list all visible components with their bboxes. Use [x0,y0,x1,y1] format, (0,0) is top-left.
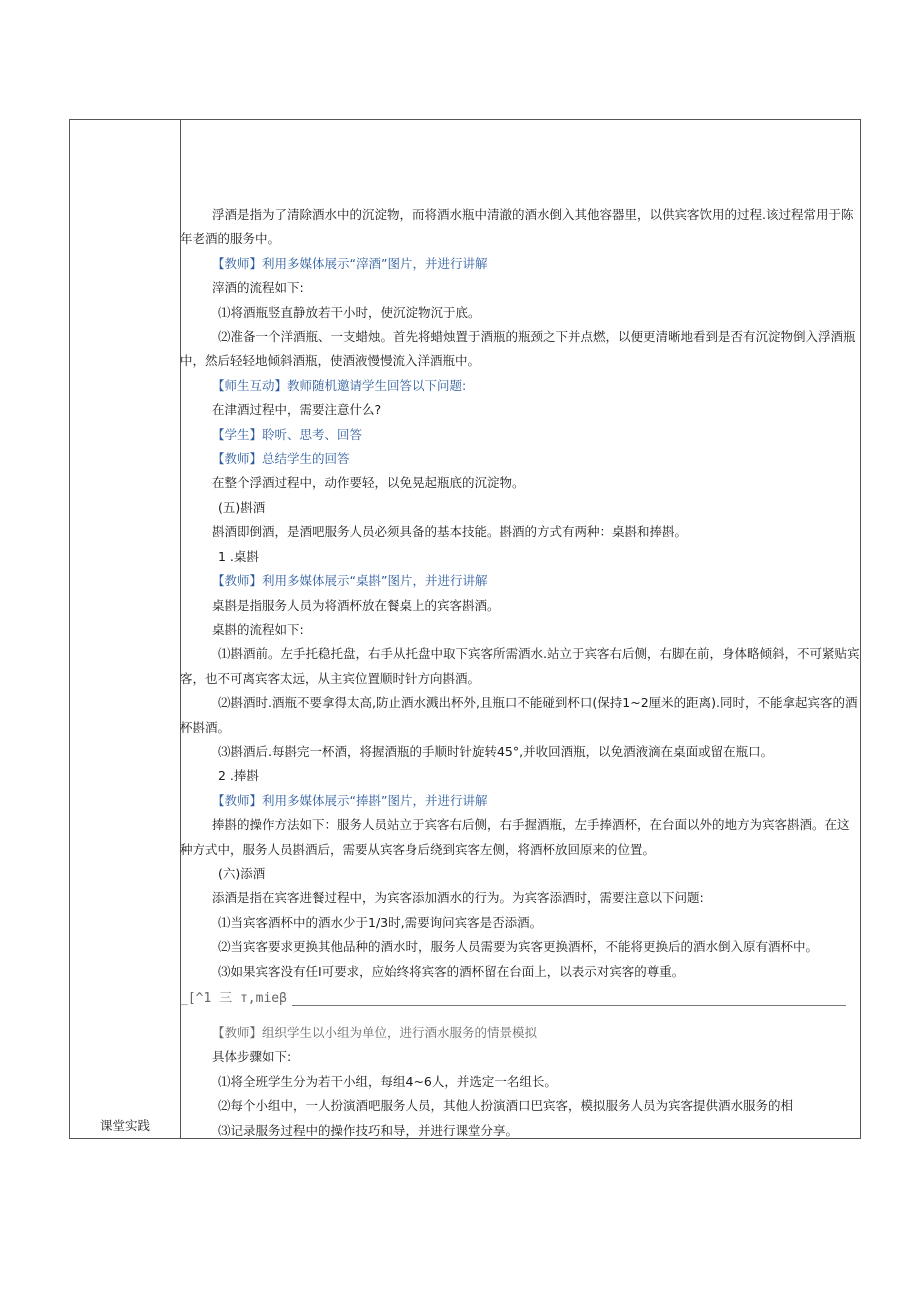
left-column-label: 课堂实践 [99,1118,150,1133]
paragraph: ⑵准备一个洋酒瓶、一支蜡烛。首先将蜡烛置于酒瓶的瓶颈之下并点燃，以便更清晰地看到是否有沉淀物倒入浮酒瓶中，然后轻轻地倾斜酒瓶，使酒液慢慢流入洋酒瓶中。 [180,329,856,369]
paragraph: 捧斟的操作方法如下：服务人员站立于宾客右后侧，右手握酒瓶，左手捧酒杯，在台面以外的地方为宾客斟酒。在这种方式中，服务人员斟酒后，需要从宾客身后绕到宾客左侧，将酒杯放回原来的位置。 [180,817,850,857]
paragraph: 在整个浮酒过程中，动作要轻，以免晃起瓶底的沉淀物。 [212,475,525,491]
paragraph: 添酒是指在宾客进餐过程中，为宾客添加酒水的行为。为宾客添酒时，需要注意以下问题: [212,890,704,906]
paragraph: 滓酒的流程如下: [212,280,304,296]
paragraph: 【学生】聆听、思考、回答 [212,426,363,442]
practice-paragraph: ⑴将全班学生分为若干小组，每组4~6人，并选定一名组长。 [218,1073,557,1089]
paragraph: ⑵当宾客要求更换其他品种的酒水时，服务人员需要为宾客更换酒杯，不能将更换后的酒水倒入原有酒杯中。 [218,939,819,955]
paragraph: ⑴将酒瓶竖直静放若干小时，使沉淀物沉于底。 [218,304,481,320]
paragraph: 浮酒是指为了清除酒水中的沉淀物，而将酒水瓶中清澈的酒水倒入其他容器里，以供宾客饮用的过程.该过程常用于陈年老酒的服务中。 [180,207,854,247]
main-content [180,203,860,984]
paragraph: ⑴当宾客酒杯中的酒水少于1/3时,需要询问宾客是否添酒。 [218,914,543,930]
paragraph: 桌斟是指服务人员为将酒杯放在餐桌上的宾客斟酒。 [212,597,500,613]
paragraph: ⑴斟酒前。左手托稳托盘，右手从托盘中取下宾客所需酒水.站立于宾客右后侧，右脚在前，身体略倾斜，不可紧贴宾客，也不可离宾客太远，从主宾位置顺时针方向斟酒。 [180,646,860,686]
paragraph: 【教师】利用多媒体展示“捧斟”图片，并进行讲解 [212,792,488,808]
paragraph: 2 .捧斟 [218,768,259,784]
section-rule [292,1005,846,1006]
paragraph: (五)斟酒 [218,499,266,515]
practice-paragraph: ⑶记录服务过程中的操作技巧和导，并进行课堂分享。 [218,1122,519,1138]
practice-paragraph: ⑵每个小组中，一人扮演酒吧服务人员，其他人扮演酒口巴宾客，模拟服务人员为宾客提供酒水服务的相 [218,1098,794,1114]
section-marker [180,987,846,1009]
paragraph: ⑵斟酒时.酒瓶不要拿得太高,防止酒水溅出杯外,且瓶口不能碰到杯口(保持1~2厘米的距离).同时，不能拿起宾客的酒杯斟酒。 [180,695,858,735]
paragraph: ⑶如果宾客没有任I可要求，应始终将宾客的酒杯留在台面上，以表示对宾客的尊重。 [218,963,685,979]
paragraph: 在津酒过程中，需要注意什么? [212,402,382,418]
paragraph: 斟酒即倒酒，是酒吧服务人员必须具备的基本技能。斟酒的方式有两种：桌斟和捧斟。 [212,524,688,540]
section-marker-text: _[^1 三 т,mieβ [180,991,287,1006]
practice-content [180,1021,860,1143]
paragraph: 【教师】总结学生的回答 [212,451,350,467]
paragraph: ⑶斟酒后.每斟完一杯酒，将握酒瓶的手顺时针旋转45°,并收回酒瓶，以免酒液滴在桌面或留在瓶口。 [218,743,774,759]
practice-paragraph: 【教师】组织学生以小组为单位，进行酒水服务的情景模拟 [212,1025,538,1040]
paragraph: 1 .桌斟 [218,548,259,564]
paragraph: 【教师】利用多媒体展示“滓酒”图片，并进行讲解 [212,255,488,271]
paragraph: 【师生互动】教师随机邀请学生回答以下问题: [212,377,467,393]
paragraph: 【教师】利用多媒体展示“桌斟”图片，并进行讲解 [212,573,488,589]
paragraph: (六)添酒 [218,865,266,881]
paragraph: 桌斟的流程如下: [212,621,304,637]
practice-paragraph: 具体步骤如下: [212,1049,292,1065]
